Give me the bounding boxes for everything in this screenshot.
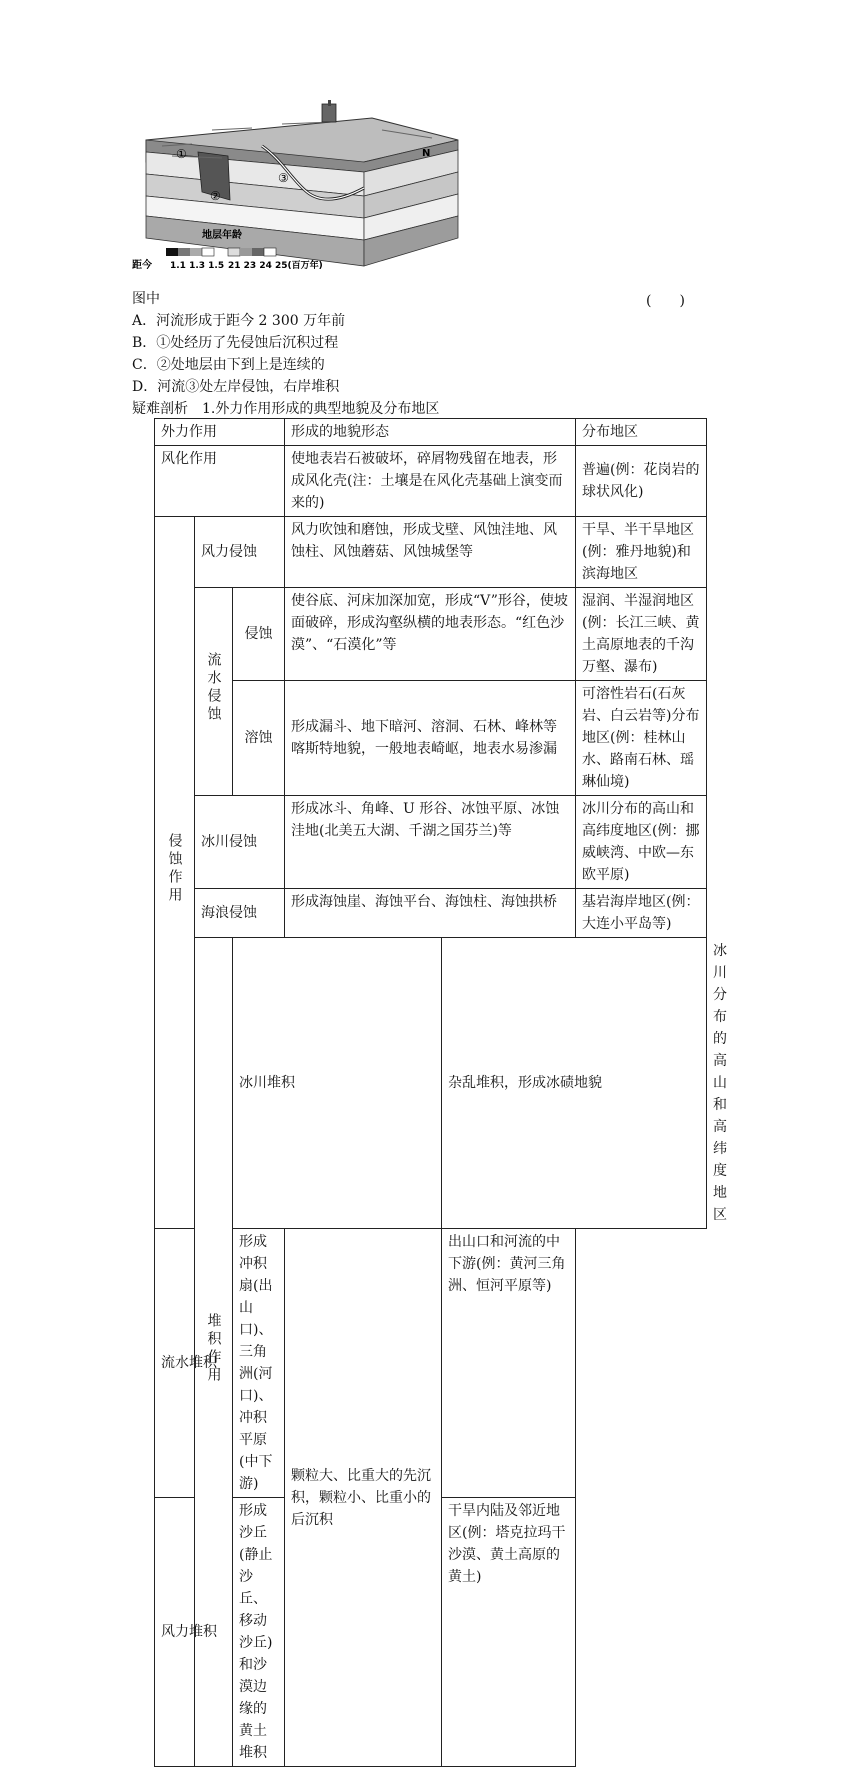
wind-deposit-area: 干旱内陆及邻近地区(例：塔克拉玛干沙漠、黄土高原的黄土) bbox=[442, 1498, 576, 1767]
header-force: 外力作用 bbox=[155, 419, 285, 446]
sorting-note: 颗粒大、比重大的先沉积，颗粒小、比重小的后沉积 bbox=[285, 1229, 442, 1767]
north-arrow: N bbox=[422, 148, 431, 159]
marker-3: ③ bbox=[278, 171, 289, 185]
question-stem: 图中 bbox=[132, 291, 160, 307]
weathering-form: 使地表岩石被破坏，碎屑物残留在地表，形成风化壳(注：土壤是在风化壳基础上演变而来的) bbox=[285, 446, 576, 517]
wind-erosion-area: 干旱、半干旱地区(例：雅丹地貌)和滨海地区 bbox=[576, 517, 707, 588]
table-row: 堆积作用 冰川堆积 杂乱堆积，形成冰碛地貌 冰川分布的高山和高纬度地区 bbox=[155, 938, 707, 1229]
table-row bbox=[155, 588, 707, 681]
dissolution-area: 可溶性岩石(石灰岩、白云岩等)分布地区(例：桂林山水、路南石林、瑶琳仙境) bbox=[576, 681, 707, 796]
deposition-group: 堆积作用 bbox=[205, 1312, 222, 1385]
marker-1: ① bbox=[176, 147, 187, 161]
table-row bbox=[155, 681, 707, 796]
legend-ticks-left: 1.1 1.3 1.5 bbox=[170, 261, 225, 271]
dissolution-form: 形成漏斗、地下暗河、溶洞、石林、峰林等喀斯特地貌，一般地表崎岖，地表水易渗漏 bbox=[285, 681, 576, 796]
option-c: C．②处地层由下到上是连续的 bbox=[132, 357, 325, 373]
table-row bbox=[155, 889, 707, 938]
glacier-erosion-area: 冰川分布的高山和高纬度地区(例：挪威峡湾、中欧—东欧平原) bbox=[576, 796, 707, 889]
water-erosion-area: 湿润、半湿润地区(例：长江三峡、黄土高原地表的千沟万壑、瀑布) bbox=[576, 588, 707, 681]
legend-axis-label: 距今 bbox=[132, 260, 152, 271]
water-deposit-area: 出山口和河流的中下游(例：黄河三角洲、恒河平原等) bbox=[442, 1229, 576, 1498]
option-a: A．河流形成于距今 2 300 万年前 bbox=[132, 313, 346, 329]
water-erosion-name: 侵蚀 bbox=[233, 588, 285, 681]
dissolution-name: 溶蚀 bbox=[233, 681, 285, 796]
wave-erosion-area: 基岩海岸地区(例：大连小平岛等) bbox=[576, 889, 707, 938]
wind-erosion-form: 风力吹蚀和磨蚀，形成戈壁、风蚀洼地、风蚀柱、风蚀蘑菇、风蚀城堡等 bbox=[285, 517, 576, 588]
legend-ticks-right: 21 23 24 25(百万年) bbox=[228, 261, 323, 271]
glacier-erosion-name: 冰川侵蚀 bbox=[195, 796, 285, 889]
glacier-deposit-name: 冰川堆积 bbox=[233, 938, 442, 1229]
water-deposit-name: 流水堆积 bbox=[155, 1229, 233, 1498]
wave-erosion-form: 形成海蚀崖、海蚀平台、海蚀柱、海蚀拱桥 bbox=[285, 889, 576, 938]
weathering-name: 风化作用 bbox=[155, 446, 285, 517]
landform-table bbox=[154, 418, 727, 1767]
water-deposit-form: 形成冲积扇(出山口)、三角洲(河口)、冲积平原(中下游) bbox=[233, 1229, 285, 1498]
marker-2: ② bbox=[210, 189, 221, 203]
table-row bbox=[155, 517, 707, 588]
wind-erosion-name: 风力侵蚀 bbox=[195, 517, 285, 588]
table-row bbox=[155, 1229, 707, 1498]
water-erosion-form: 使谷底、河床加深加宽，形成“V”形谷，使坡面破碎，形成沟壑纵横的地表形态。“红色沙漠”、“石漠化”等 bbox=[285, 588, 576, 681]
legend-title: 地层年龄 bbox=[202, 230, 242, 241]
header-form: 形成的地貌形态 bbox=[285, 419, 576, 446]
wave-erosion-name: 海浪侵蚀 bbox=[195, 889, 285, 938]
table-header-row bbox=[155, 419, 707, 446]
erosion-group: 侵蚀作用 bbox=[166, 833, 183, 905]
option-d: D．河流③处左岸侵蚀，右岸堆积 bbox=[132, 379, 340, 395]
table-row bbox=[155, 796, 707, 889]
landform-block-diagram bbox=[132, 100, 462, 272]
glacier-deposit-form: 杂乱堆积，形成冰碛地貌 bbox=[442, 938, 707, 1229]
table-row bbox=[155, 446, 707, 517]
option-b: B．①处经历了先侵蚀后沉积过程 bbox=[132, 335, 339, 351]
wind-deposit-name: 风力堆积 bbox=[155, 1498, 233, 1767]
answer-paren: ( ) bbox=[646, 293, 685, 309]
weathering-area: 普遍(例：花岗岩的球状风化) bbox=[576, 446, 707, 517]
glacier-erosion-form: 形成冰斗、角峰、U 形谷、冰蚀平原、冰蚀洼地(北美五大湖、千湖之国芬兰)等 bbox=[285, 796, 576, 889]
water-erosion-group: 流水侵蚀 bbox=[205, 652, 222, 724]
header-area: 分布地区 bbox=[576, 419, 707, 446]
wind-deposit-form: 形成沙丘(静止沙丘、移动沙丘)和沙漠边缘的黄土堆积 bbox=[233, 1498, 285, 1767]
section-title: 疑难剖析 1.外力作用形成的典型地貌及分布地区 bbox=[132, 401, 440, 417]
